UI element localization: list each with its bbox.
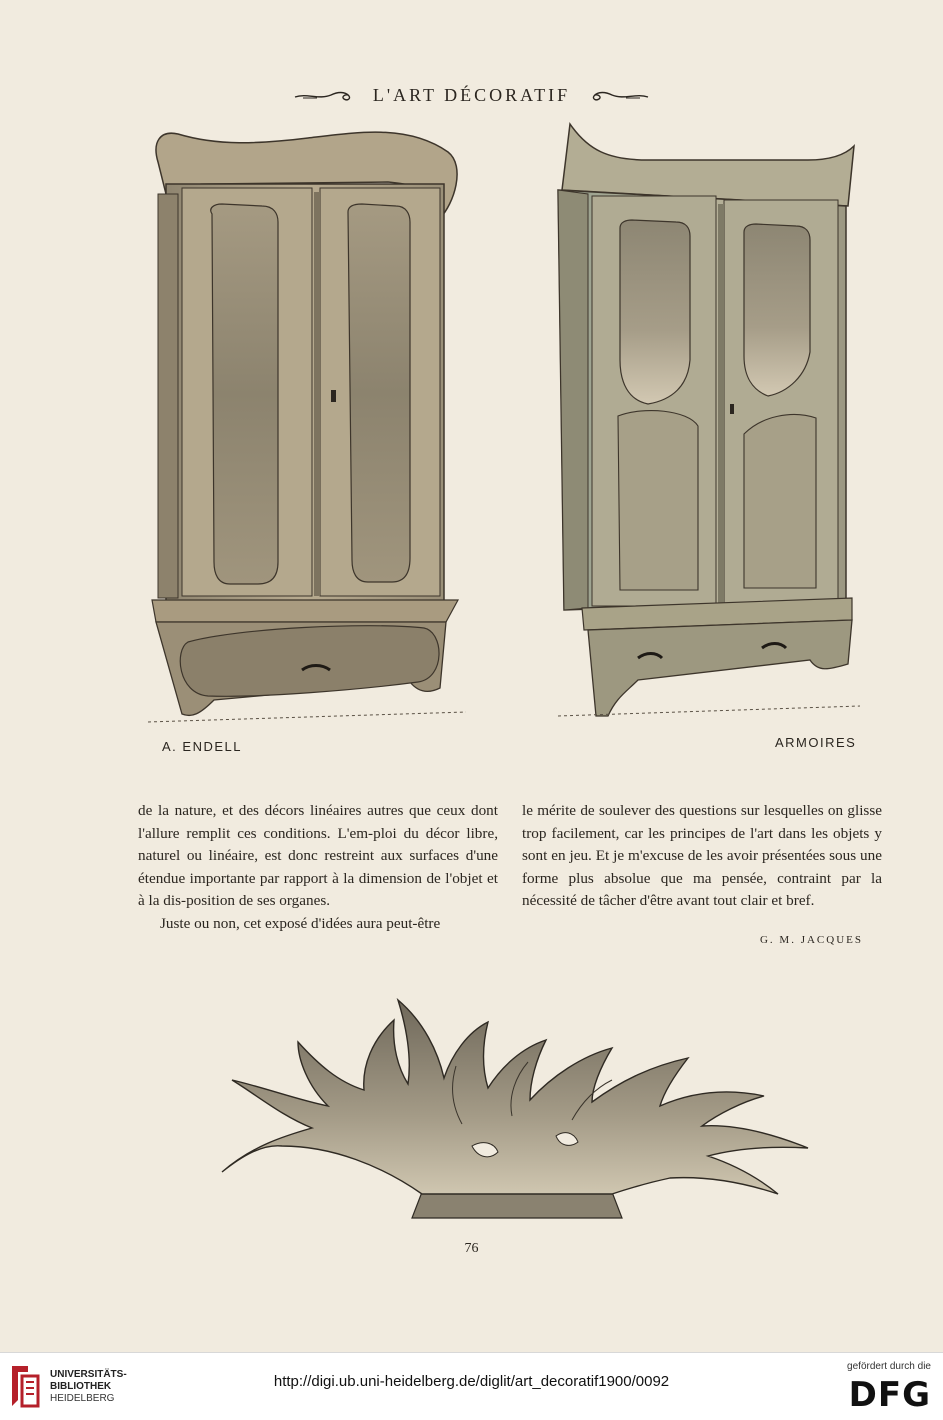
dfg-logo: DFG	[848, 1375, 931, 1415]
journal-header	[0, 84, 943, 106]
caption-designer: A. ENDELL	[162, 739, 242, 754]
text-column-right	[522, 800, 882, 913]
digitization-footer	[0, 1352, 943, 1420]
caption-title: ARMOIRES	[775, 735, 857, 750]
source-url-link[interactable]: http://digi.ub.uni-heidelberg.de/diglit/art_decoratif1900/0092	[273, 1373, 670, 1390]
left-ornament-icon	[293, 89, 355, 103]
paragraph: Juste ou non, cet exposé d'idées aura peut-être	[160, 914, 441, 932]
page-number: 76	[464, 1241, 479, 1256]
paragraph: de la nature, et des décors linéaires autres que ceux dont l'allure remplit ces conditions. L'em-ploi du décor libre, naturel ou linéaire, est donc restreint aux surfaces d'une étendue importante par rapport à la dimension de l'objet et à la dis-position de ses organes.	[138, 802, 498, 910]
armoire-endell-illustration	[148, 122, 466, 734]
funding-label: gefördert durch die	[847, 1361, 931, 1372]
journal-title: L'ART DÉCORATIF	[372, 85, 571, 106]
institution-name: UNIVERSITÄTS- BIBLIOTHEK HEIDELBERG	[50, 1369, 127, 1404]
paragraph: le mérite de soulever des questions sur lesquelles on glisse trop facilement, car les principes de l'art dans les objets y sont en jeu. Et je m'excuse de les avoir présentées sous une forme plus absolue que ma pensée, contraint par la nécessité de tâcher d'être avant tout clair et bref.	[522, 802, 882, 910]
right-ornament-icon	[588, 89, 650, 103]
armoire-right-illustration	[548, 120, 860, 722]
author-signature: G. M. JACQUES	[759, 934, 863, 946]
text-column-left	[138, 800, 498, 936]
ornament-tailpiece-illustration	[212, 996, 818, 1226]
